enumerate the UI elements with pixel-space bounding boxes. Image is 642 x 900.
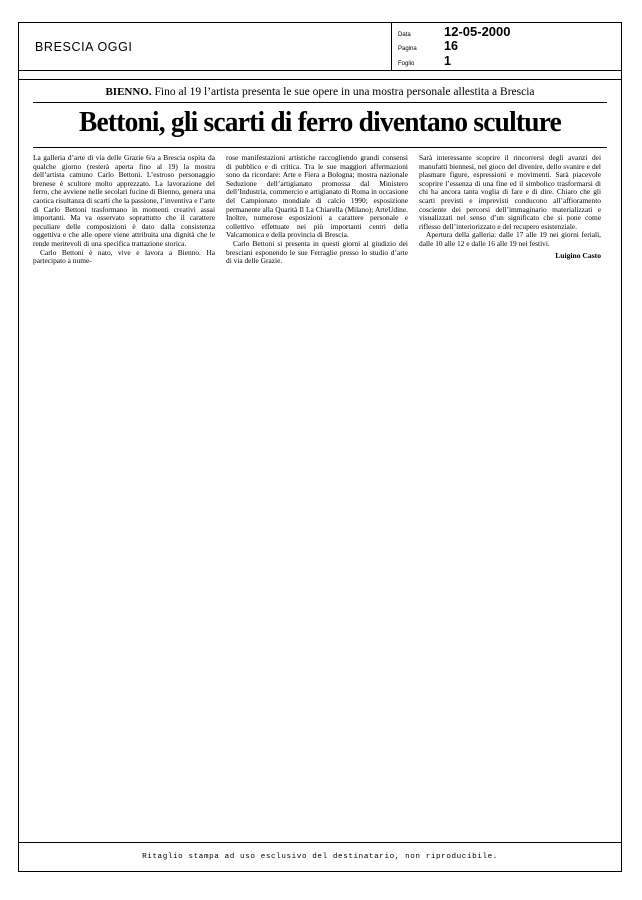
article-column-3 [419,154,601,266]
document-page [18,22,622,872]
kicker-text: Fino al 19 l’artista presenta le sue opere in una mostra personale allestita a Brescia [154,86,535,98]
paragraph: Carlo Bettoni si presenta in questi giorni al giudizio dei bresciani esponendo le sue Ferraglie presso lo studio d’arte di via delle Grazie. [226,238,408,266]
headline-rule [33,147,607,148]
meta-row-foglio [392,54,621,69]
meta-label-data: Data [398,32,411,38]
kicker-rule [33,102,607,103]
article-byline: Luigino Casto [555,250,601,260]
clipping-meta [391,23,621,70]
paragraph: Sarà interessante scoprire il rincorrersi degli avanzi dei manufatti biennesi, nel gioco del divenire, dello svanire e del plasmare figure, espressioni e movimenti. Sarà piacevole scoprire l’essenza di una fine ed il simbolico trasformarsi di chi ha ancora tanta voglia di fare e di dire. Chiaro che gli scarti previsti e imprevisti conducono all’affioramento cosciente dei percorsi dell’immaginario materializzati e visualizzati nel senso d’un significato che si pone come riflesso dell’interiorizzato e del recupero esistenziale. [419,153,601,231]
meta-label-foglio: Foglio [398,61,415,67]
meta-row-data [392,24,621,39]
kicker-place: BIENNO. [105,86,152,98]
paragraph: Carlo Bettoni è nato, vive e lavora a Bienno. Ha partecipato a nume- [33,247,215,266]
meta-label-pagina: Pagina [398,46,417,52]
header-gap [19,71,621,79]
paragraph: La galleria d’arte di via delle Grazie 6/a a Brescia ospita da qualche giorno (resterà aperta fino al 19) la mostra dell’artista camuno Carlo Bettoni. L’estroso personaggio brenese è scultore molto apprezzato. La lavorazione del ferro, che avviene nelle secolari fucine di Bienno, genera una caotica risultanza di scarti che la passione, l’inventiva e l’arte di Carlo Bettoni trasformano in momenti creativi assai importanti. Ma va osservato soprattutto che il carattere peculiare delle composizioni è dato dalla consistenza oggettiva e che alle opere viene attribuita una dignità che le rende meritevoli di una specifica trattazione storica. [33,153,215,248]
article-kicker [33,80,607,102]
page-footer [19,842,621,871]
page-header [19,23,621,71]
meta-value-foglio: 1 [444,54,451,68]
footer-notice: Ritaglio stampa ad uso esclusivo del destinatario, non riproducibile. [142,853,498,861]
meta-value-data: 12-05-2000 [444,24,511,39]
meta-value-pagina: 16 [444,39,458,53]
article-column-2 [226,154,408,266]
article-column-1 [33,154,215,266]
masthead [19,23,391,70]
paragraph: Apertura della galleria: dalle 17 alle 19 nei giorni feriali, dalle 10 alle 12 e dalle 16 alle 19 nei festivi. [419,230,601,248]
paragraph: rose manifestazioni artistiche raccogliendo grandi consensi di pubblico e di critica. Tra le sue maggiori affermazioni sono da ricordare: Arte e Fiera a Bologna; mostra nazionale Seduzione dell’artigianato promossa dal Ministero dell’Industria, commercio e artigianato di Roma in occasione del Campionato mondiale di calcio 1990; esposizione permanente alla Quarità Il La Chiarella (Milano); ArteUdine. Inoltre, numerose esposizioni a carattere personale e collettivo effettuate nei più importanti centri della Valcamonica e della provincia di Brescia. [226,153,408,240]
article [19,80,621,266]
meta-row-pagina [392,39,621,54]
article-columns [33,154,607,266]
masthead-title: BRESCIA OGGI [35,39,133,54]
page-title: Bettoni, gli scarti di ferro diventano sculture [79,107,561,138]
